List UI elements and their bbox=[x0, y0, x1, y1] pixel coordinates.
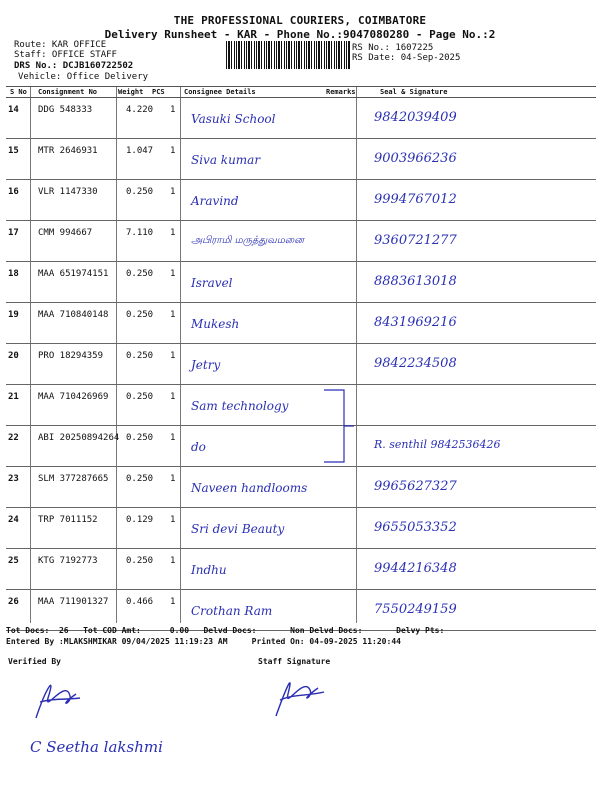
pieces-value: 1 bbox=[170, 228, 176, 238]
consignee-name: Isravel bbox=[191, 276, 233, 290]
signature-phone: 9842039409 bbox=[374, 110, 457, 125]
verifier-signature-icon bbox=[26, 668, 86, 724]
pieces-value: 1 bbox=[170, 433, 176, 443]
signature-phone: 9360721277 bbox=[374, 233, 457, 248]
table-row bbox=[6, 549, 596, 590]
barcode-image bbox=[226, 41, 350, 69]
serial-number: 23 bbox=[8, 474, 19, 484]
pieces-value: 1 bbox=[170, 515, 176, 525]
serial-number: 15 bbox=[8, 146, 19, 156]
table-row bbox=[6, 98, 596, 139]
consignee-name: Naveen handlooms bbox=[191, 481, 308, 495]
consignment-number: MAA 710426969 bbox=[38, 392, 109, 402]
table-row bbox=[6, 385, 596, 426]
consignee-name: Mukesh bbox=[191, 317, 240, 331]
table-header bbox=[6, 86, 596, 98]
col-consignee: Consignee Details bbox=[184, 88, 256, 96]
weight-value: 0.250 bbox=[126, 392, 154, 402]
serial-number: 17 bbox=[8, 228, 19, 238]
pieces-value: 1 bbox=[170, 310, 176, 320]
signature-phone: 9994767012 bbox=[374, 192, 457, 207]
signature-phone: 8883613018 bbox=[374, 274, 457, 289]
bracket-mark bbox=[320, 386, 360, 466]
table-row bbox=[6, 467, 596, 508]
consignment-number: MTR 2646931 bbox=[38, 146, 98, 156]
table-row bbox=[6, 221, 596, 262]
serial-number: 22 bbox=[8, 433, 19, 443]
serial-number: 20 bbox=[8, 351, 19, 361]
weight-value: 0.466 bbox=[126, 597, 154, 607]
consignment-number: DDG 548333 bbox=[38, 105, 93, 115]
runsheet-subtitle: Delivery Runsheet - KAR - Phone No.:9047080280 - Page No.:2 bbox=[104, 28, 496, 41]
company-title: THE PROFESSIONAL COURIERS, COIMBATORE bbox=[173, 14, 427, 27]
signature-phone: 9655053352 bbox=[374, 520, 457, 535]
totals-line: Tot Docs: 26 Tot COD Amt: 0.00 Delvd Docs: Non Delvd Docs: Delvy Pts: bbox=[6, 626, 445, 635]
consignee-name: Jetry bbox=[191, 358, 221, 372]
consignee-name: அபிராமி மருத்துவமனை bbox=[191, 235, 304, 246]
pieces-value: 1 bbox=[170, 105, 176, 115]
consignment-number: PRO 18294359 bbox=[38, 351, 104, 361]
weight-value: 0.129 bbox=[126, 515, 154, 525]
serial-number: 16 bbox=[8, 187, 19, 197]
consignment-number: CMM 994667 bbox=[38, 228, 93, 238]
pieces-value: 1 bbox=[170, 392, 176, 402]
serial-number: 19 bbox=[8, 310, 19, 320]
table-row bbox=[6, 262, 596, 303]
consignee-name: Sam technology bbox=[191, 399, 289, 413]
pieces-value: 1 bbox=[170, 597, 176, 607]
verifier-name: C Seetha lakshmi bbox=[30, 738, 163, 756]
consignee-name: Crothan Ram bbox=[191, 604, 273, 618]
col-consignment: Consignment No bbox=[38, 88, 98, 96]
consignment-number: SLM 377287665 bbox=[38, 474, 109, 484]
weight-value: 0.250 bbox=[126, 556, 154, 566]
serial-number: 14 bbox=[8, 105, 19, 115]
drs-number: DRS No.: DCJB160722502 bbox=[14, 61, 134, 71]
table-row bbox=[6, 508, 596, 549]
rs-number: RS No.: 1607225 bbox=[352, 43, 434, 53]
col-remarks: Remarks bbox=[326, 88, 356, 96]
weight-value: 1.047 bbox=[126, 146, 154, 156]
consignee-name: Siva kumar bbox=[191, 153, 261, 167]
table-row bbox=[6, 180, 596, 221]
weight-value: 0.250 bbox=[126, 474, 154, 484]
consignment-table bbox=[6, 86, 596, 631]
weight-value: 0.250 bbox=[126, 269, 154, 279]
serial-number: 18 bbox=[8, 269, 19, 279]
consignee-name: Vasuki School bbox=[191, 112, 276, 126]
consignment-number: MAA 711901327 bbox=[38, 597, 109, 607]
serial-number: 24 bbox=[8, 515, 19, 525]
consignee-name: Sri devi Beauty bbox=[191, 522, 285, 536]
serial-number: 26 bbox=[8, 597, 19, 607]
consignee-name: Aravind bbox=[191, 194, 239, 208]
table-row bbox=[6, 590, 596, 631]
pieces-value: 1 bbox=[170, 269, 176, 279]
serial-number: 21 bbox=[8, 392, 19, 402]
col-weight: Weight bbox=[118, 88, 144, 96]
vehicle-label: Vehicle: Office Delivery bbox=[18, 72, 149, 82]
consignee-name: Indhu bbox=[191, 563, 227, 577]
consignment-number: MAA 710840148 bbox=[38, 310, 109, 320]
weight-value: 0.250 bbox=[126, 433, 154, 443]
consignee-name: do bbox=[191, 440, 206, 454]
consignment-number: MAA 651974151 bbox=[38, 269, 109, 279]
signature-phone: 7550249159 bbox=[374, 602, 457, 617]
staff-signature-icon bbox=[268, 664, 328, 720]
staff-signature-label: Staff Signature bbox=[258, 657, 331, 666]
table-row bbox=[6, 344, 596, 385]
col-pcs: PCS bbox=[152, 88, 165, 96]
signature-phone: 9842234508 bbox=[374, 356, 457, 371]
consignment-number: VLR 1147330 bbox=[38, 187, 98, 197]
route-label: Route: KAR OFFICE bbox=[14, 40, 107, 50]
signature-phone: 9003966236 bbox=[374, 151, 457, 166]
table-row bbox=[6, 139, 596, 180]
weight-value: 4.220 bbox=[126, 105, 154, 115]
signature-phone: 8431969216 bbox=[374, 315, 457, 330]
col-seal: Seal & Signature bbox=[380, 88, 448, 96]
pieces-value: 1 bbox=[170, 474, 176, 484]
col-sno: S No bbox=[10, 88, 27, 96]
staff-label: Staff: OFFICE STAFF bbox=[14, 50, 117, 60]
signature-phone: 9944216348 bbox=[374, 561, 457, 576]
consignment-number: TRP 7011152 bbox=[38, 515, 98, 525]
weight-value: 0.250 bbox=[126, 351, 154, 361]
weight-value: 0.250 bbox=[126, 310, 154, 320]
weight-value: 7.110 bbox=[126, 228, 154, 238]
consignment-number: KTG 7192773 bbox=[38, 556, 98, 566]
signature-phone: R. senthil 9842536426 bbox=[374, 438, 501, 451]
table-row bbox=[6, 426, 596, 467]
serial-number: 25 bbox=[8, 556, 19, 566]
pieces-value: 1 bbox=[170, 146, 176, 156]
pieces-value: 1 bbox=[170, 556, 176, 566]
entered-by-line: Entered By :MLAKSHMIKAR 09/04/2025 11:19:23 AM Printed On: 04-09-2025 11:20:44 bbox=[6, 637, 401, 646]
table-row bbox=[6, 303, 596, 344]
weight-value: 0.250 bbox=[126, 187, 154, 197]
pieces-value: 1 bbox=[170, 187, 176, 197]
signature-phone: 9965627327 bbox=[374, 479, 457, 494]
consignment-number: ABI 20250894264 bbox=[38, 433, 120, 443]
verified-by-label: Verified By bbox=[8, 657, 61, 666]
rs-date: RS Date: 04-Sep-2025 bbox=[352, 53, 461, 63]
pieces-value: 1 bbox=[170, 351, 176, 361]
